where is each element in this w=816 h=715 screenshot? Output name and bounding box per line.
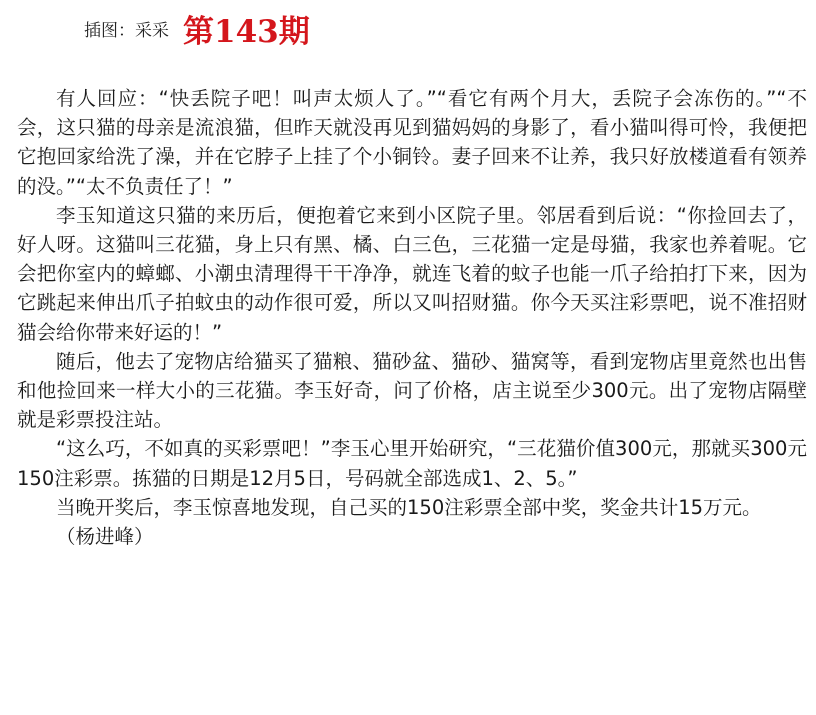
paragraph-1: 有人回应：“快丢院子吧！叫声太烦人了。”“看它有两个月大，丢院子会冻伤的。”“不会，这只猫的母亲是流浪猫，但昨天就没再见到猫妈妈的身影了，看小猫叫得可怜，我便把它抱回家给洗了澡，并在它脖子上挂了个小铜铃。妻子回来不让养，我只好放楼道看有领养的没。”“太不负责任了！” xyxy=(17,87,807,198)
paragraph-3: 随后，他去了宠物店给猫买了猫粮、猫砂盆、猫砂、猫窝等，看到宠物店里竟然也出售和他捡回来一样大小的三花猫。李玉好奇，问了价格，店主说至少300元。出了宠物店隔壁就是彩票投注站。 xyxy=(17,349,807,432)
article-body xyxy=(17,84,807,551)
issue-number: 第143期 xyxy=(183,13,310,50)
illustration-credit: 插图：采采 xyxy=(84,20,169,41)
header xyxy=(84,8,310,48)
paragraph-2: 李玉知道这只猫的来历后，便抱着它来到小区院子里。邻居看到后说：“你捡回去了，好人呀。这猫叫三花猫，身上只有黑、橘、白三色，三花猫一定是母猫，我家也养着呢。它会把你室内的蟑螂、小潮虫清理得干干净净，就连飞着的蚊子也能一爪子给拍打下来，因为它跳起来伸出爪子拍蚊虫的动作很可爱，所以又叫招财猫。你今天买注彩票吧，说不准招财猫会给你带来好运的！” xyxy=(17,203,807,344)
author-signature: （杨进峰） xyxy=(56,525,154,549)
paragraph-5: 当晚开奖后，李玉惊喜地发现，自己买的150注彩票全部中奖，奖金共计15万元。 xyxy=(56,495,762,519)
paragraph-4: “这么巧，不如真的买彩票吧！”李玉心里开始研究，“三花猫价值300元，那就买300元150注彩票。拣猫的日期是12月5日，号码就全部选成1、2、5。” xyxy=(17,437,807,490)
